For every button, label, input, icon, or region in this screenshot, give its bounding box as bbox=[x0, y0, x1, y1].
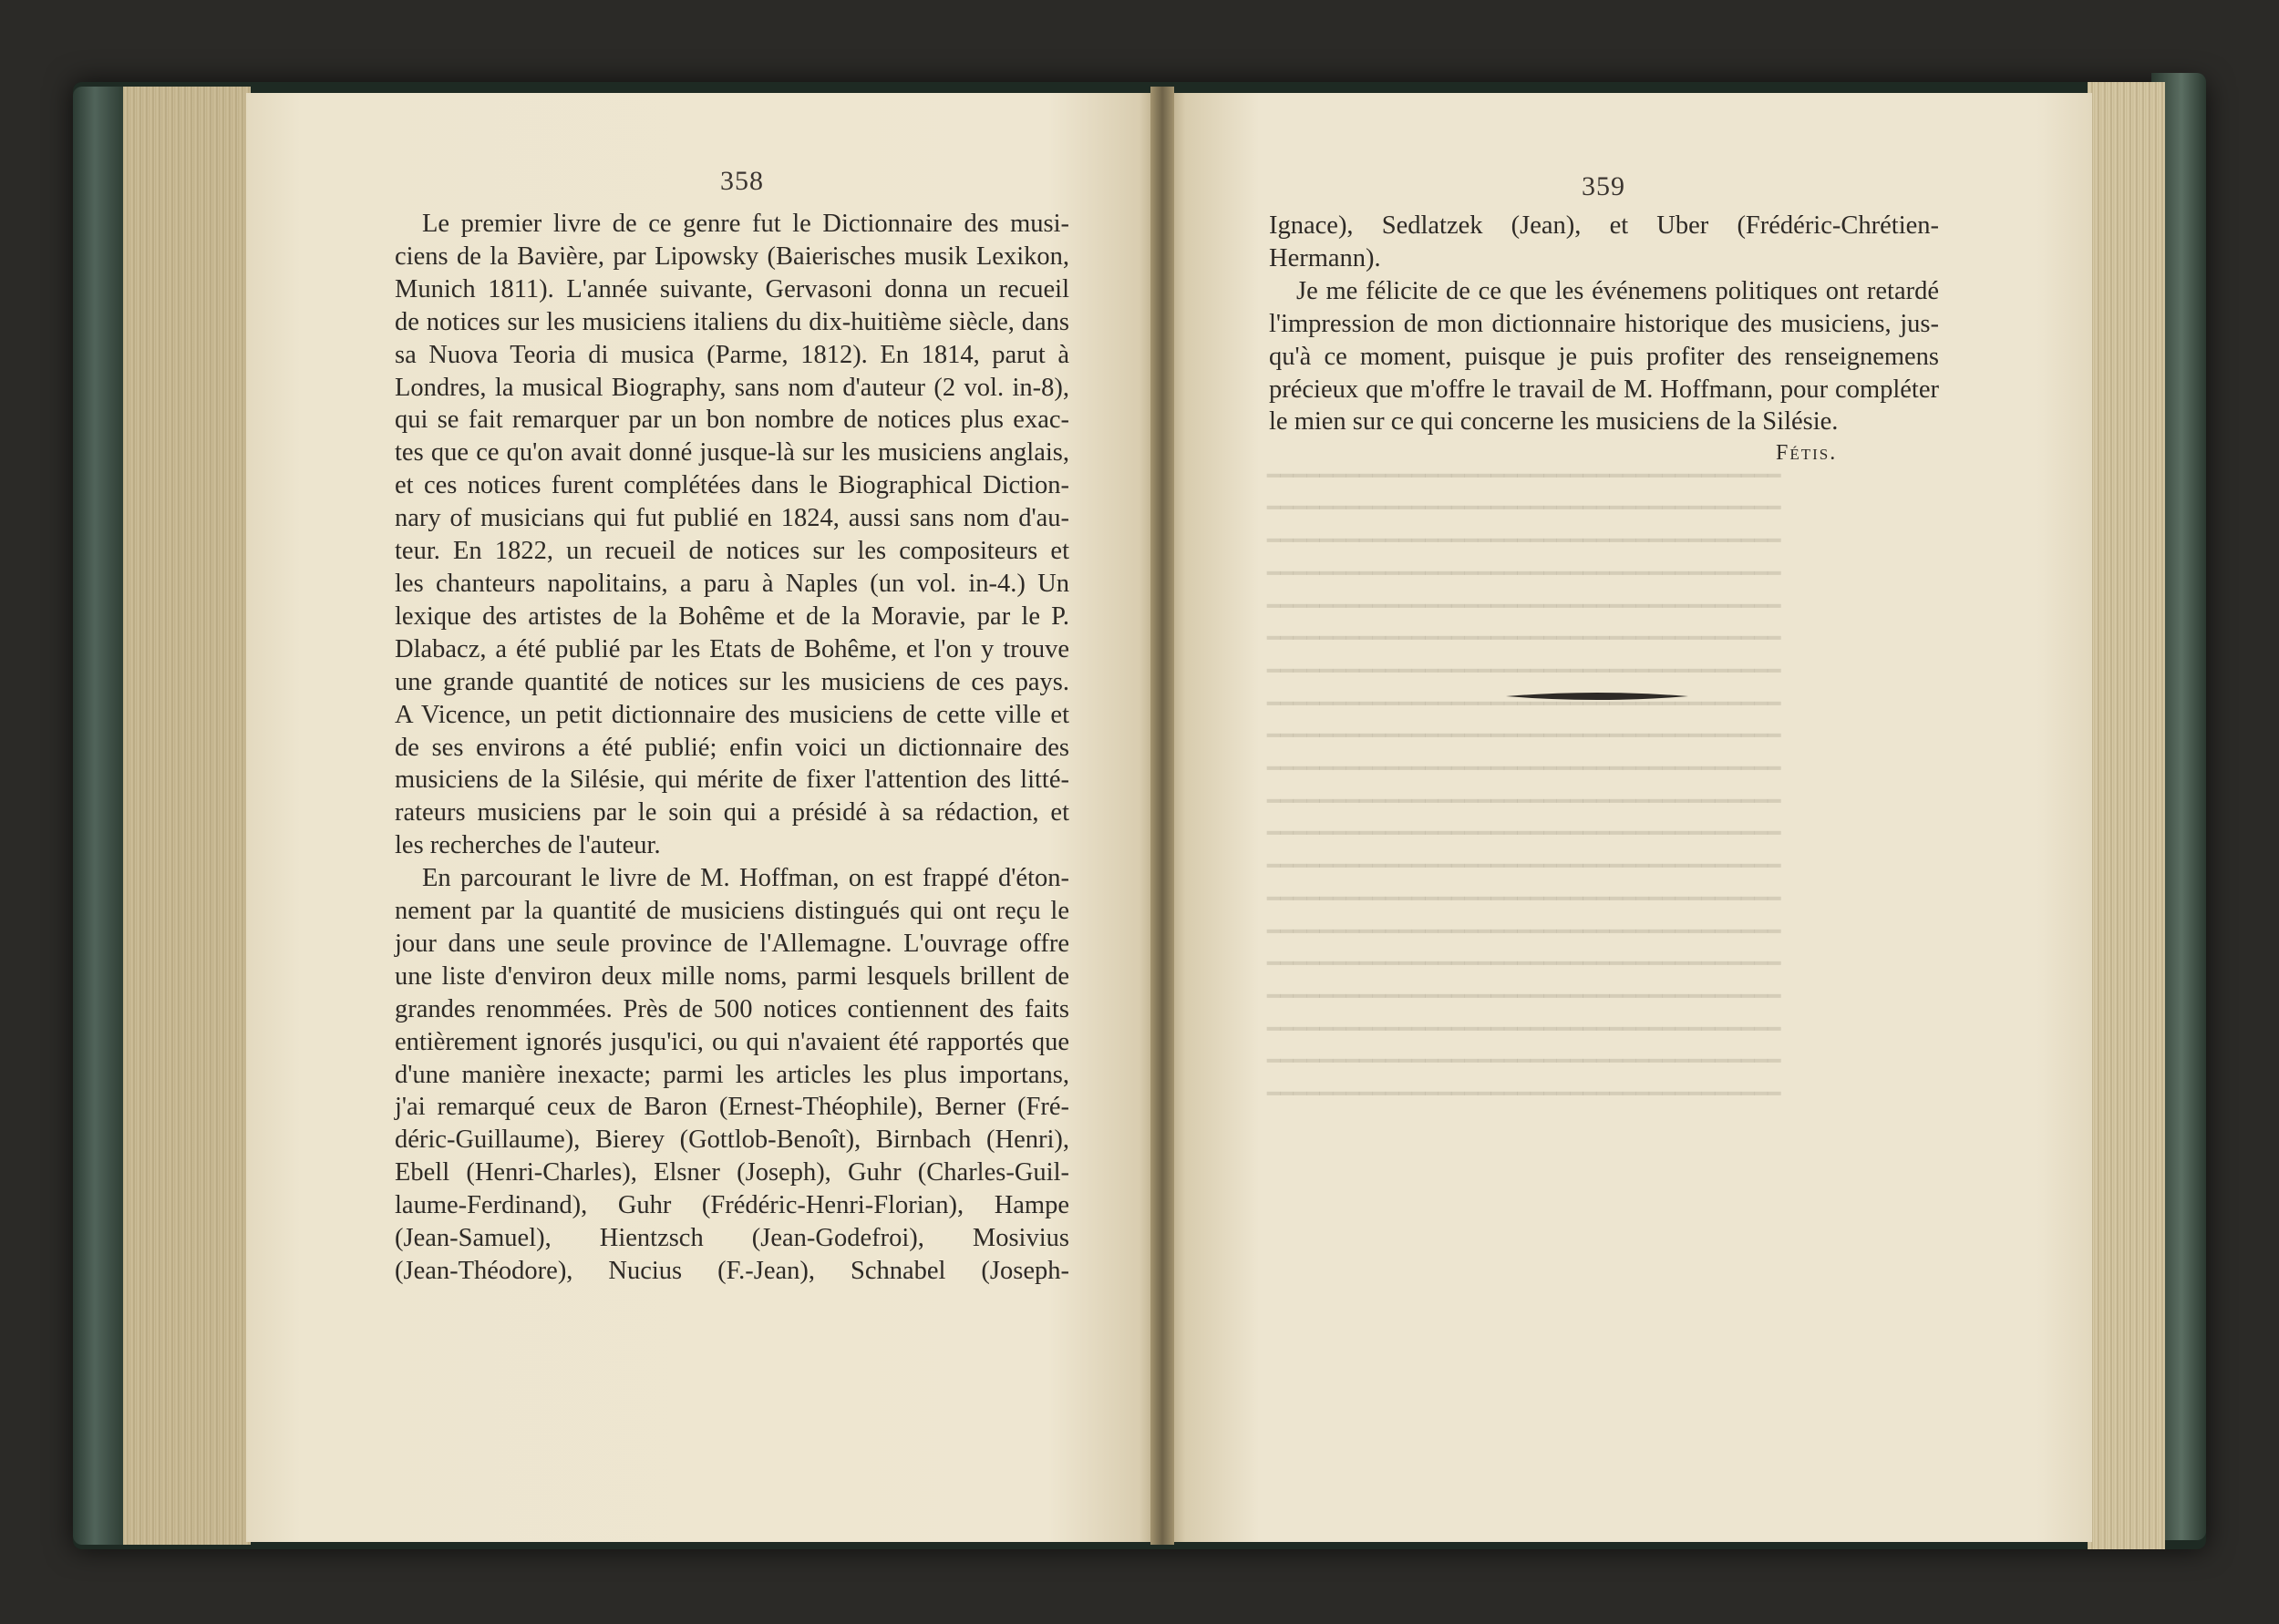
end-ornament-rule bbox=[1506, 691, 1688, 702]
text-line: de notices sur les musiciens italiens du dix-huitième siècle, dans bbox=[395, 307, 1069, 336]
book-gutter bbox=[1150, 87, 1174, 1545]
text-line: nary of musicians qui fut publié en 1824, aussi sans nom d'au- bbox=[395, 504, 1069, 533]
text-line: Je me félicite de ce que les événemens politiques ont retardé bbox=[1296, 276, 1939, 305]
text-line: Londres, la musical Biography, sans nom d'auteur (2 vol. in-8), bbox=[395, 373, 1069, 402]
text-line: Ebell (Henri-Charles), Elsner (Joseph), Guhr (Charles-Guil- bbox=[395, 1158, 1069, 1187]
text-line: En parcourant le livre de M. Hoffman, on est frappé d'éton- bbox=[422, 864, 1069, 893]
text-line: qu'à ce moment, puisque je puis profiter des renseignemens bbox=[1269, 342, 1939, 371]
text-line: déric-Guillaume), Bierey (Gottlob-Benoît), Birnbach (Henri), bbox=[395, 1125, 1069, 1155]
text-line: nement par la quantité de musiciens distingués qui ont reçu le bbox=[395, 897, 1069, 926]
text-line: Le premier livre de ce genre fut le Dictionnaire des musi- bbox=[422, 210, 1069, 238]
text-line: une liste d'environ deux mille noms, parmi lesquels brillent de bbox=[395, 961, 1069, 991]
page-stack-left bbox=[123, 87, 251, 1545]
text-line: tes que ce qu'on avait donné jusque-là sur les musiciens anglais, bbox=[395, 438, 1069, 468]
text-line: et ces notices furent complétées dans le Biographical Diction- bbox=[395, 471, 1069, 500]
text-line: teur. En 1822, un recueil de notices sur les compositeurs et bbox=[395, 537, 1069, 566]
text-line: entièrement ignorés jusqu'ici, ou qui n'avaient été rapportés que bbox=[395, 1027, 1069, 1056]
text-line: Dlabacz, a été publié par les Etats de Bohême, et l'on y trouve bbox=[395, 634, 1069, 663]
right-page-number: 359 bbox=[1582, 171, 1625, 201]
left-page-number: 358 bbox=[720, 166, 764, 196]
text-line: les recherches de l'auteur. bbox=[395, 831, 661, 860]
text-line: Hermann). bbox=[1269, 243, 1381, 272]
page-stack-right bbox=[2088, 82, 2165, 1549]
text-line: précieux que m'offre le travail de M. Hoffmann, pour compléter bbox=[1269, 375, 1939, 404]
text-line: jour dans une seule province de l'Allemagne. L'ouvrage offre bbox=[395, 929, 1069, 958]
text-line: rateurs musiciens par le soin qui a présidé à sa rédaction, et bbox=[395, 798, 1069, 827]
text-line: musiciens de la Silésie, qui mérite de fixer l'attention des litté- bbox=[395, 766, 1069, 795]
text-line: une grande quantité de notices sur les musiciens de ces pays. bbox=[395, 667, 1069, 696]
text-line: le mien sur ce qui concerne les musiciens de la Silésie. bbox=[1269, 407, 1839, 437]
text-line: sa Nuova Teoria di musica (Parme, 1812). En 1814, parut à bbox=[395, 340, 1069, 369]
text-line: d'une manière inexacte; parmi les articles les plus importans, bbox=[395, 1060, 1069, 1089]
text-line: Munich 1811). L'année suivante, Gervasoni donna un recueil bbox=[395, 274, 1069, 303]
text-line: qui se fait remarquer par un bon nombre de notices plus exac- bbox=[395, 406, 1069, 435]
author-signature: Fétis. bbox=[1776, 441, 1838, 465]
text-line: Ignace), Sedlatzek (Jean), et Uber (Frédéric-Chrétien- bbox=[1269, 211, 1939, 240]
text-line: (Jean-Théodore), Nucius (F.-Jean), Schnabel (Joseph- bbox=[395, 1257, 1069, 1285]
text-line: l'impression de mon dictionnaire historique des musiciens, jus- bbox=[1269, 309, 1939, 338]
text-line: laume-Ferdinand), Guhr (Frédéric-Henri-Florian), Hampe bbox=[395, 1191, 1069, 1220]
text-line: les chanteurs napolitains, a paru à Naples (un vol. in-4.) Un bbox=[395, 569, 1069, 598]
cover-edge-left bbox=[73, 87, 128, 1545]
text-line: j'ai remarqué ceux de Baron (Ernest-Théophile), Berner (Fré- bbox=[395, 1093, 1069, 1122]
text-line: (Jean-Samuel), Hientzsch (Jean-Godefroi), Mosivius bbox=[395, 1224, 1069, 1253]
left-page-text bbox=[395, 208, 1069, 1288]
text-line: grandes renommées. Près de 500 notices contiennent des faits bbox=[395, 994, 1069, 1023]
right-page-text bbox=[1269, 210, 1939, 438]
text-line: de ses environs a été publié; enfin voici un dictionnaire des bbox=[395, 733, 1069, 762]
text-line: lexique des artistes de la Bohême et de la Moravie, par le P. bbox=[395, 601, 1069, 631]
text-line: ciens de la Bavière, par Lipowsky (Baierisches musik Lexikon, bbox=[395, 242, 1069, 271]
text-line: A Vicence, un petit dictionnaire des musiciens de cette ville et bbox=[395, 700, 1069, 729]
